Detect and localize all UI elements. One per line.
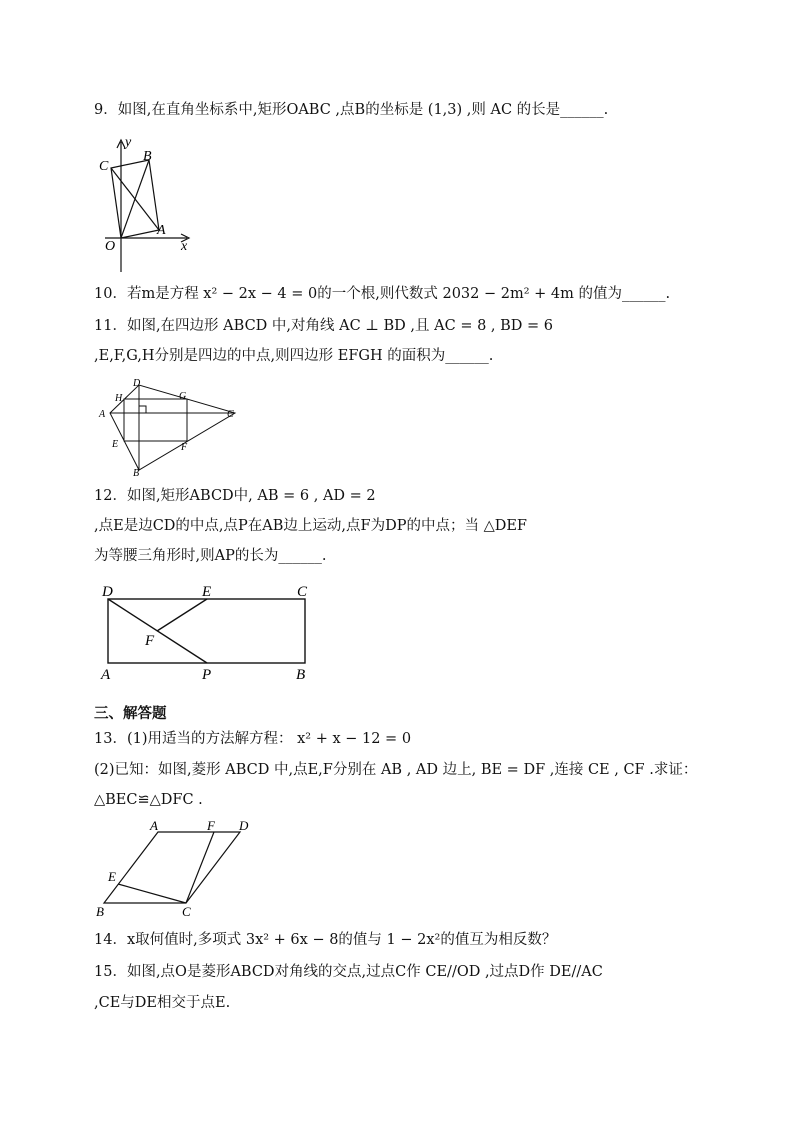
q15-line2: ,CE与DE相交于点E. <box>94 995 231 1011</box>
q15-line1: 15．如图,点O是菱形ABCD对角线的交点,过点C作 CE//OD ,过点D作 DE//AC <box>94 964 603 980</box>
q11-label-B: B <box>133 468 140 479</box>
q11-label-F: F <box>181 442 188 453</box>
q11-figure <box>95 376 245 479</box>
section3-title: 三、解答题 <box>94 706 167 722</box>
q9-label-x: x <box>181 239 188 254</box>
q9-text: 9．如图,在直角坐标系中,矩形OABC ,点B的坐标是 (1,3) ,则 AC 的长是______. <box>94 102 609 118</box>
q13-figure <box>94 814 264 924</box>
q12-figure <box>95 582 335 682</box>
q11-label-C: C <box>227 409 234 420</box>
q11-label-A: A <box>99 409 106 420</box>
q12-line1: 12．如图,矩形ABCD中, AB = 6 , AD = 2 <box>94 488 376 504</box>
q12-label-P: P <box>202 667 212 683</box>
q13-line1: 13．(1)用适当的方法解方程： x² + x − 12 = 0 <box>94 731 412 747</box>
q13-label-F: F <box>207 818 215 833</box>
q11-line1: 11．如图,在四边形 ABCD 中,对角线 AC ⊥ BD ,且 AC = 8 , BD = 6 <box>94 318 554 334</box>
q11-label-H: H <box>115 393 123 404</box>
q13-line2: (2)已知：如图,菱形 ABCD 中,点E,F分别在 AB , AD 边上, BE = DF ,连接 CE , CF .求证： <box>94 762 698 778</box>
q11-label-E: E <box>112 439 119 450</box>
q12-line3: 为等腰三角形时,则AP的长为______. <box>94 548 327 564</box>
q9-figure <box>95 132 195 272</box>
q12-label-D: D <box>102 584 113 600</box>
q9-label-O: O <box>105 239 116 254</box>
q12-label-E: E <box>202 584 212 600</box>
q12-label-B: B <box>296 667 306 683</box>
q9-label-B: B <box>143 149 152 164</box>
q13-label-D: D <box>239 818 249 833</box>
q11-line2: ,E,F,G,H分别是四边的中点,则四边形 EFGH 的面积为______. <box>94 348 494 364</box>
q13-label-B: B <box>96 904 104 919</box>
q11-label-G: G <box>179 391 187 402</box>
q9-label-C: C <box>99 159 109 174</box>
q13-line3: △BEC≌△DFC . <box>94 792 203 808</box>
q12-label-A: A <box>101 667 111 683</box>
q14-text: 14．x取何值时,多项式 3x² + 6x − 8的值与 1 − 2x²的值互为相反数？ <box>94 932 557 948</box>
q11-label-D: D <box>133 378 141 389</box>
q9-label-y: y <box>125 135 132 150</box>
q13-label-A: A <box>150 818 158 833</box>
q10-text: 10．若m是方程 x² − 2x − 4 = 0的一个根,则代数式 2032 − 2m² + 4m 的值为______. <box>94 286 671 302</box>
q12-label-F: F <box>145 633 155 649</box>
q13-label-C: C <box>182 904 191 919</box>
q9-label-A: A <box>157 223 166 238</box>
q13-label-E: E <box>108 869 116 884</box>
q12-line2: ,点E是边CD的中点,点P在AB边上运动,点F为DP的中点；当 △DEF <box>94 518 527 534</box>
q12-label-C: C <box>297 584 308 600</box>
